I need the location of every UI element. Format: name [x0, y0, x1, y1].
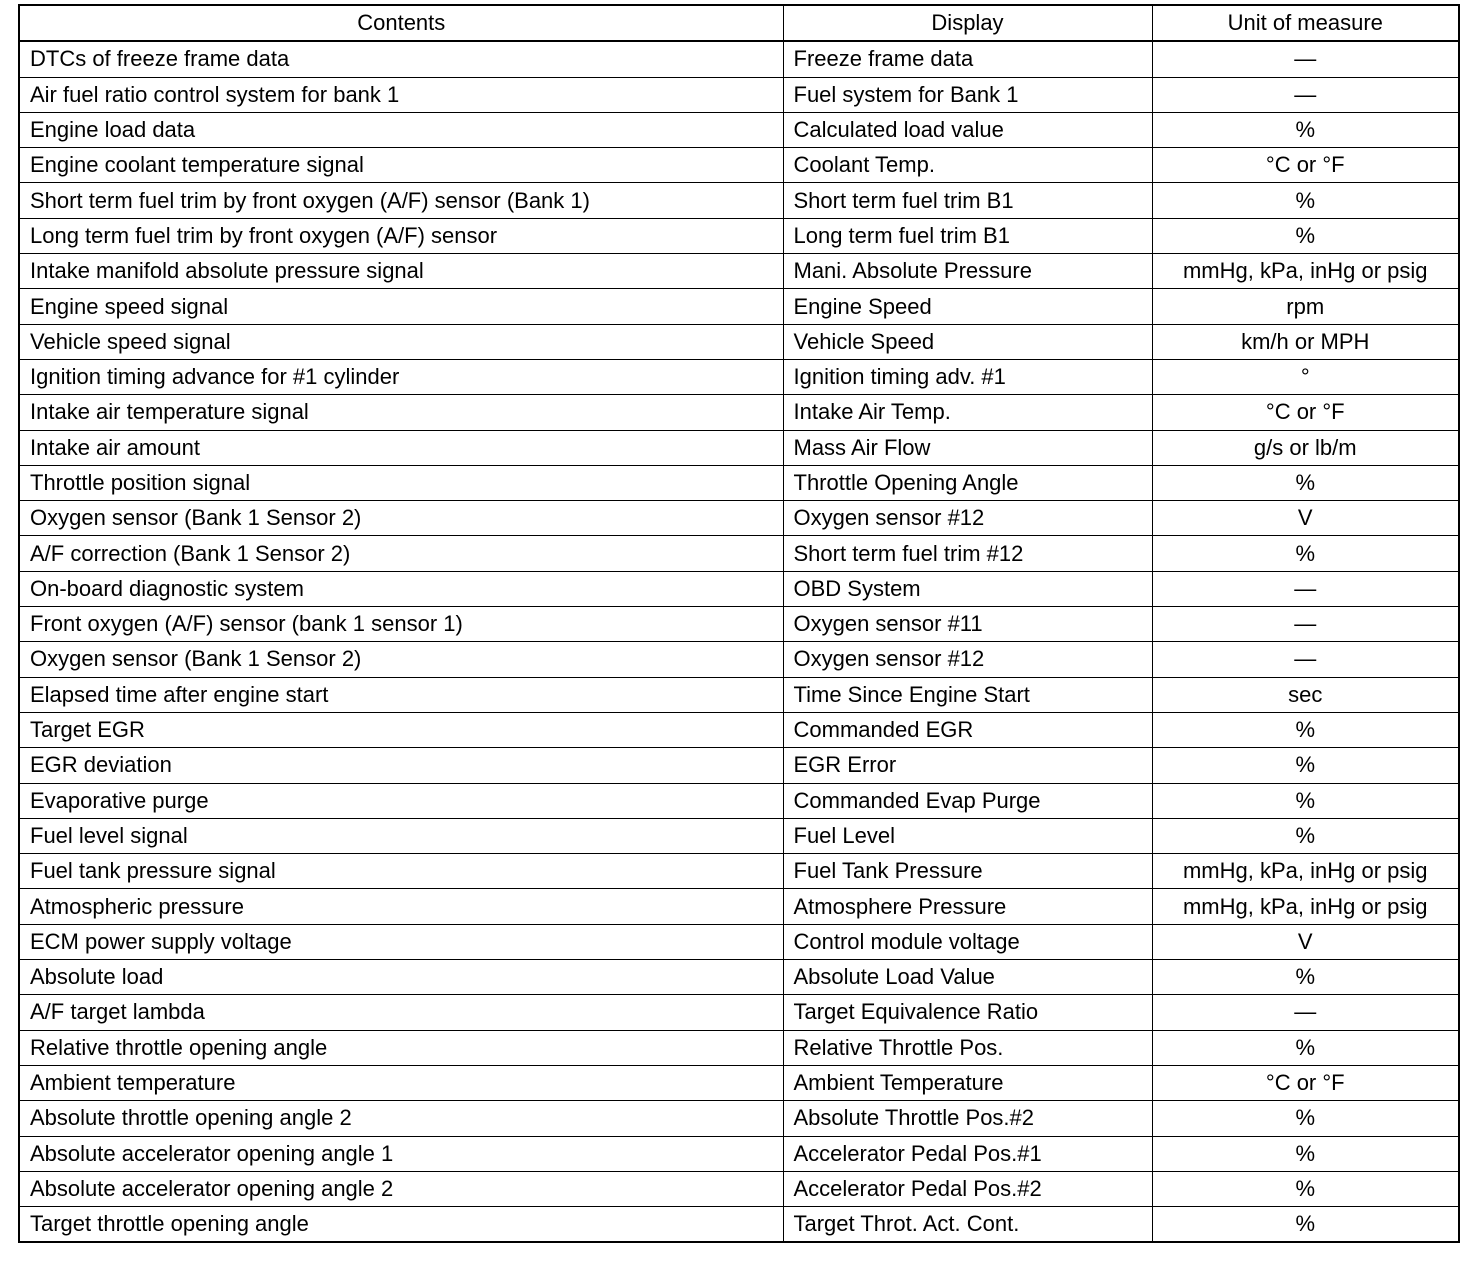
cell-unit: %	[1152, 465, 1459, 500]
cell-unit: V	[1152, 501, 1459, 536]
cell-display: Commanded Evap Purge	[783, 783, 1152, 818]
cell-contents: Front oxygen (A/F) sensor (bank 1 sensor 1)	[19, 607, 783, 642]
cell-unit: —	[1152, 607, 1459, 642]
cell-display: Vehicle Speed	[783, 324, 1152, 359]
header-unit-of-measure: Unit of measure	[1152, 5, 1459, 41]
table-row	[19, 1171, 1459, 1206]
cell-unit: %	[1152, 1171, 1459, 1206]
cell-contents: Air fuel ratio control system for bank 1	[19, 77, 783, 112]
cell-display: Time Since Engine Start	[783, 677, 1152, 712]
cell-contents: On-board diagnostic system	[19, 571, 783, 606]
cell-contents: Evaporative purge	[19, 783, 783, 818]
cell-contents: Engine coolant temperature signal	[19, 148, 783, 183]
cell-contents: Engine speed signal	[19, 289, 783, 324]
cell-contents: Absolute load	[19, 960, 783, 995]
cell-unit: g/s or lb/m	[1152, 430, 1459, 465]
cell-display: Oxygen sensor #11	[783, 607, 1152, 642]
cell-unit: %	[1152, 783, 1459, 818]
header-contents: Contents	[19, 5, 783, 41]
cell-display: Ambient Temperature	[783, 1065, 1152, 1100]
header-display: Display	[783, 5, 1152, 41]
cell-display: Fuel Level	[783, 818, 1152, 853]
table-row	[19, 995, 1459, 1030]
cell-unit: %	[1152, 748, 1459, 783]
freeze-frame-data-table	[18, 4, 1460, 1243]
cell-contents: Engine load data	[19, 112, 783, 147]
cell-unit: %	[1152, 1030, 1459, 1065]
table-row	[19, 960, 1459, 995]
table-row	[19, 289, 1459, 324]
cell-display: Short term fuel trim #12	[783, 536, 1152, 571]
cell-unit: °C or °F	[1152, 395, 1459, 430]
table-row	[19, 889, 1459, 924]
cell-contents: Long term fuel trim by front oxygen (A/F) sensor	[19, 218, 783, 253]
cell-unit: °C or °F	[1152, 148, 1459, 183]
cell-unit: V	[1152, 924, 1459, 959]
cell-display: Atmosphere Pressure	[783, 889, 1152, 924]
table-row	[19, 748, 1459, 783]
cell-unit: %	[1152, 818, 1459, 853]
table-row	[19, 571, 1459, 606]
cell-contents: Fuel tank pressure signal	[19, 854, 783, 889]
cell-display: Commanded EGR	[783, 712, 1152, 747]
cell-unit: %	[1152, 183, 1459, 218]
cell-display: Accelerator Pedal Pos.#2	[783, 1171, 1152, 1206]
cell-display: Short term fuel trim B1	[783, 183, 1152, 218]
table-body	[19, 41, 1459, 1242]
cell-contents: Throttle position signal	[19, 465, 783, 500]
table-row	[19, 1065, 1459, 1100]
cell-unit: %	[1152, 536, 1459, 571]
table-row	[19, 112, 1459, 147]
table-row	[19, 465, 1459, 500]
table-row	[19, 183, 1459, 218]
table-row	[19, 924, 1459, 959]
cell-display: Engine Speed	[783, 289, 1152, 324]
table-row	[19, 1101, 1459, 1136]
cell-contents: Fuel level signal	[19, 818, 783, 853]
cell-display: Accelerator Pedal Pos.#1	[783, 1136, 1152, 1171]
cell-contents: Atmospheric pressure	[19, 889, 783, 924]
table-row	[19, 501, 1459, 536]
table-row	[19, 536, 1459, 571]
table-row	[19, 41, 1459, 77]
cell-unit: —	[1152, 571, 1459, 606]
cell-display: Absolute Load Value	[783, 960, 1152, 995]
cell-contents: Oxygen sensor (Bank 1 Sensor 2)	[19, 642, 783, 677]
cell-unit: °	[1152, 359, 1459, 394]
cell-display: Mani. Absolute Pressure	[783, 254, 1152, 289]
cell-display: Mass Air Flow	[783, 430, 1152, 465]
cell-unit: %	[1152, 1101, 1459, 1136]
cell-contents: DTCs of freeze frame data	[19, 41, 783, 77]
table-row	[19, 607, 1459, 642]
cell-unit: km/h or MPH	[1152, 324, 1459, 359]
cell-contents: Elapsed time after engine start	[19, 677, 783, 712]
cell-display: Long term fuel trim B1	[783, 218, 1152, 253]
cell-display: Coolant Temp.	[783, 148, 1152, 183]
cell-display: Relative Throttle Pos.	[783, 1030, 1152, 1065]
cell-contents: Vehicle speed signal	[19, 324, 783, 359]
cell-unit: %	[1152, 1207, 1459, 1243]
cell-display: Absolute Throttle Pos.#2	[783, 1101, 1152, 1136]
cell-contents: Ambient temperature	[19, 1065, 783, 1100]
header-row	[19, 5, 1459, 41]
cell-unit: %	[1152, 960, 1459, 995]
cell-contents: Relative throttle opening angle	[19, 1030, 783, 1065]
cell-display: OBD System	[783, 571, 1152, 606]
cell-unit: rpm	[1152, 289, 1459, 324]
cell-contents: A/F target lambda	[19, 995, 783, 1030]
cell-unit: %	[1152, 712, 1459, 747]
cell-display: Intake Air Temp.	[783, 395, 1152, 430]
table-row	[19, 783, 1459, 818]
table-row	[19, 1030, 1459, 1065]
cell-contents: Target throttle opening angle	[19, 1207, 783, 1243]
cell-display: Control module voltage	[783, 924, 1152, 959]
cell-contents: Absolute accelerator opening angle 1	[19, 1136, 783, 1171]
cell-unit: mmHg, kPa, inHg or psig	[1152, 254, 1459, 289]
table-row	[19, 359, 1459, 394]
cell-display: Throttle Opening Angle	[783, 465, 1152, 500]
table-row	[19, 395, 1459, 430]
table-row	[19, 677, 1459, 712]
table-row	[19, 854, 1459, 889]
cell-contents: Short term fuel trim by front oxygen (A/F) sensor (Bank 1)	[19, 183, 783, 218]
table-row	[19, 1207, 1459, 1243]
cell-contents: Intake air temperature signal	[19, 395, 783, 430]
cell-display: Oxygen sensor #12	[783, 501, 1152, 536]
table-row	[19, 218, 1459, 253]
cell-unit: —	[1152, 41, 1459, 77]
cell-contents: Intake air amount	[19, 430, 783, 465]
cell-unit: %	[1152, 1136, 1459, 1171]
cell-contents: A/F correction (Bank 1 Sensor 2)	[19, 536, 783, 571]
cell-unit: mmHg, kPa, inHg or psig	[1152, 889, 1459, 924]
cell-contents: Ignition timing advance for #1 cylinder	[19, 359, 783, 394]
cell-display: Fuel system for Bank 1	[783, 77, 1152, 112]
cell-display: Ignition timing adv. #1	[783, 359, 1152, 394]
cell-display: EGR Error	[783, 748, 1152, 783]
cell-unit: —	[1152, 995, 1459, 1030]
table-row	[19, 77, 1459, 112]
table-row	[19, 324, 1459, 359]
table-row	[19, 430, 1459, 465]
cell-display: Calculated load value	[783, 112, 1152, 147]
table-row	[19, 148, 1459, 183]
cell-unit: —	[1152, 642, 1459, 677]
cell-display: Target Throt. Act. Cont.	[783, 1207, 1152, 1243]
cell-contents: Oxygen sensor (Bank 1 Sensor 2)	[19, 501, 783, 536]
cell-contents: Target EGR	[19, 712, 783, 747]
cell-display: Oxygen sensor #12	[783, 642, 1152, 677]
cell-contents: Intake manifold absolute pressure signal	[19, 254, 783, 289]
cell-display: Target Equivalence Ratio	[783, 995, 1152, 1030]
cell-display: Fuel Tank Pressure	[783, 854, 1152, 889]
cell-unit: —	[1152, 77, 1459, 112]
cell-contents: ECM power supply voltage	[19, 924, 783, 959]
cell-unit: °C or °F	[1152, 1065, 1459, 1100]
cell-unit: %	[1152, 218, 1459, 253]
cell-contents: EGR deviation	[19, 748, 783, 783]
cell-unit: %	[1152, 112, 1459, 147]
table-row	[19, 642, 1459, 677]
table-row	[19, 712, 1459, 747]
cell-contents: Absolute accelerator opening angle 2	[19, 1171, 783, 1206]
cell-unit: mmHg, kPa, inHg or psig	[1152, 854, 1459, 889]
cell-display: Freeze frame data	[783, 41, 1152, 77]
table-row	[19, 1136, 1459, 1171]
table-header	[19, 5, 1459, 41]
cell-contents: Absolute throttle opening angle 2	[19, 1101, 783, 1136]
cell-unit: sec	[1152, 677, 1459, 712]
table-row	[19, 818, 1459, 853]
table-row	[19, 254, 1459, 289]
